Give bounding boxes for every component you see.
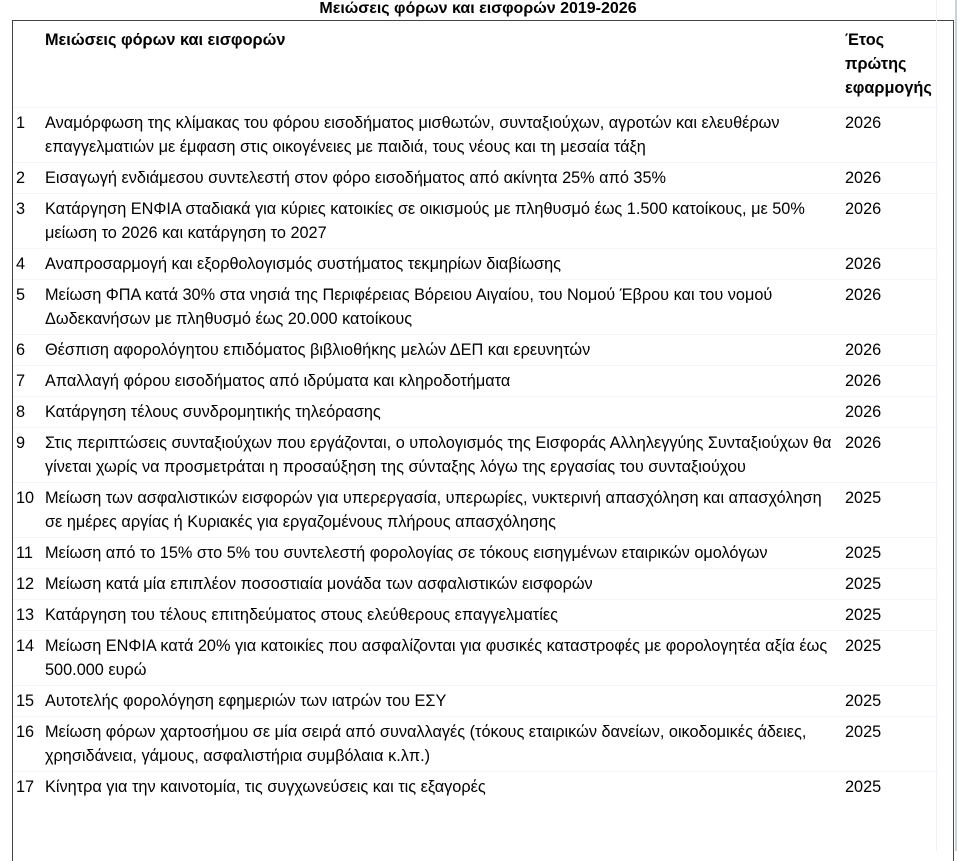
page-edge-border <box>955 0 957 851</box>
table-header-row <box>13 21 938 108</box>
table-row <box>13 428 938 483</box>
table-row <box>13 686 938 717</box>
table-row <box>13 366 938 397</box>
document-title <box>0 0 962 20</box>
row-year: 2026 <box>845 169 882 187</box>
row-description: Μείωση ΕΝΦΙΑ κατά 20% για κατοικίες που ασφαλίζονται για φυσικές καταστροφές με φορολογητέα αξία έως 500.000 ευρώ <box>45 637 828 679</box>
row-year: 2025 <box>845 544 882 562</box>
row-year: 2026 <box>845 372 882 390</box>
table-row <box>13 163 938 194</box>
row-year: 2025 <box>845 637 882 655</box>
table-row <box>13 249 938 280</box>
row-description: Θέσπιση αφορολόγητου επιδόματος βιβλιοθήκης μελών ΔΕΠ και ερευνητών <box>45 341 591 359</box>
row-description: Στις περιπτώσεις συνταξιούχων που εργάζονται, ο υπολογισμός της Εισφοράς Αλληλεγγύης Συνταξιούχων θα γίνεται χωρίς να προσμετράται η προσαύξηση της σύνταξης λόγω της εργασίας του συνταξιούχου <box>45 434 832 476</box>
row-year: 2025 <box>845 489 882 507</box>
table-row <box>13 600 938 631</box>
row-description: Μείωση φόρων χαρτοσήμου σε μία σειρά από συναλλαγές (τόκους εταιρικών δανείων, οικοδομικές άδειες, χρησιδάνεια, γάμους, ασφαλιστήρια συμβόλαια κ.λπ.) <box>45 723 807 765</box>
table-row <box>13 631 938 686</box>
table-row <box>13 717 938 772</box>
row-year: 2025 <box>845 692 882 710</box>
row-year: 2026 <box>845 200 882 218</box>
table-row <box>13 335 938 366</box>
header-year: Έτος πρώτης εφαρμογής <box>845 31 932 97</box>
row-description: Μείωση ΦΠΑ κατά 30% στα νησιά της Περιφέρειας Βόρειου Αιγαίου, του Νομού Έβρου και του νομού Δωδεκανήσων με πληθυσμό έως 20.000 κατοίκους <box>45 286 773 328</box>
row-number: 15 <box>16 692 35 710</box>
row-number: 14 <box>16 637 35 655</box>
table-row <box>13 483 938 538</box>
row-year: 2026 <box>845 114 882 132</box>
row-description: Αυτοτελής φορολόγηση εφημεριών των ιατρών του ΕΣΥ <box>45 692 447 710</box>
row-year: 2026 <box>845 403 882 421</box>
row-year: 2025 <box>845 723 882 741</box>
row-number: 8 <box>16 403 26 421</box>
row-year: 2025 <box>845 606 882 624</box>
table-row <box>13 194 938 249</box>
tax-reductions-table <box>13 21 938 802</box>
row-number: 11 <box>16 544 33 562</box>
row-description: Κατάργηση ΕΝΦΙΑ σταδιακά για κύριες κατοικίες σε οικισμούς με πληθυσμό έως 1.500 κατοίκους, με 50% μείωση το 2026 και κατάργηση το 2027 <box>45 200 805 242</box>
row-number: 12 <box>16 575 35 593</box>
row-year: 2026 <box>845 286 882 304</box>
row-description: Κατάργηση του τέλους επιτηδεύματος στους ελεύθερους επαγγελματίες <box>45 606 558 624</box>
row-number: 9 <box>16 434 26 452</box>
row-number: 2 <box>16 169 26 187</box>
row-number: 13 <box>16 606 35 624</box>
row-description: Κίνητρα για την καινοτομία, τις συγχωνεύσεις και τις εξαγορές <box>45 778 486 796</box>
row-number: 6 <box>16 341 26 359</box>
row-year: 2026 <box>845 434 882 452</box>
table-row <box>13 108 938 163</box>
table-row <box>13 280 938 335</box>
row-number: 3 <box>16 200 26 218</box>
table-row <box>13 538 938 569</box>
row-description: Κατάργηση τέλους συνδρομητικής τηλεόρασης <box>45 403 381 421</box>
row-description: Μείωση από το 15% στο 5% του συντελεστή φορολογίας σε τόκους εισηγμένων εταιρικών ομολόγων <box>45 544 768 562</box>
row-description: Αναμόρφωση της κλίμακας του φόρου εισοδήματος μισθωτών, συνταξιούχων, αγροτών και ελευθέρων επαγγελματιών με έμφαση στις οικογένειες με παιδιά, τους νέους και τη μεσαία τάξη <box>45 114 780 156</box>
row-year: 2026 <box>845 255 882 273</box>
table-row <box>13 397 938 428</box>
row-number: 7 <box>16 372 26 390</box>
row-year: 2025 <box>845 778 882 796</box>
row-description: Μείωση των ασφαλιστικών εισφορών για υπερεργασία, υπερωρίες, νυκτερινή απασχόληση και απασχόληση σε ημέρες αργίας ή Κυριακές για εργαζομένους πλήρους απασχόλησης <box>45 489 822 531</box>
row-description: Εισαγωγή ενδιάμεσου συντελεστή στον φόρο εισοδήματος από ακίνητα 25% από 35% <box>45 169 666 187</box>
header-number <box>13 21 45 108</box>
row-number: 1 <box>16 114 26 132</box>
table-row <box>13 772 938 803</box>
row-year: 2025 <box>845 575 882 593</box>
row-description: Αναπροσαρμογή και εξορθολογισμός συστήματος τεκμηρίων διαβίωσης <box>45 255 561 273</box>
header-description: Μειώσεις φόρων και εισφορών <box>45 31 286 49</box>
table-row <box>13 569 938 600</box>
row-number: 16 <box>16 723 35 741</box>
row-description: Απαλλαγή φόρου εισοδήματος από ιδρύματα και κληροδοτήματα <box>45 372 511 390</box>
row-description: Μείωση κατά μία επιπλέον ποσοστιαία μονάδα των ασφαλιστικών εισφορών <box>45 575 593 593</box>
row-number: 5 <box>16 286 26 304</box>
row-number: 10 <box>16 489 35 507</box>
row-number: 4 <box>16 255 26 273</box>
row-year: 2026 <box>845 341 882 359</box>
row-number: 17 <box>16 778 35 796</box>
document-title-text: Μειώσεις φόρων και εισφορών 2019-2026 <box>319 0 637 17</box>
table-body <box>13 108 938 803</box>
